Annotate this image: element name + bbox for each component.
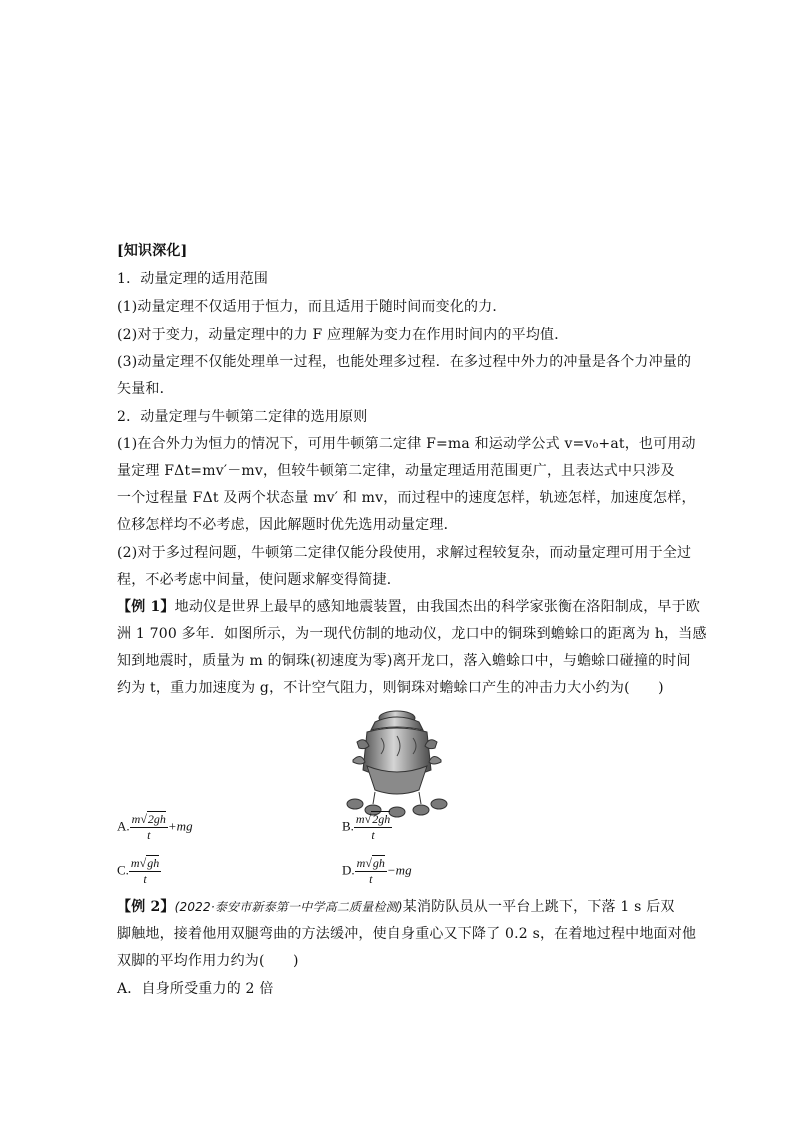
paragraph-2-1-cont1: 量定理 FΔt=mv′－mv，但较牛顿第二定律，动量定理适用范围更广，且表达式中只涉及 xyxy=(117,463,675,479)
option-c-fraction: $\frac{m√gh}{t}$ xyxy=(130,856,160,886)
example2-label: 【例 2】 xyxy=(117,899,175,915)
paragraph-1-2: (2)对于变力，动量定理中的力 F 应理解为变力在作用时间内的平均值． xyxy=(117,327,569,343)
option-a-m: m xyxy=(131,812,141,826)
example2-text-0: 某消防队员从一平台上跳下，下落 1 s 后双 xyxy=(402,899,675,915)
option-a[interactable] xyxy=(117,812,193,843)
option-b-letter: B. xyxy=(342,818,354,834)
section-title: [知识深化] xyxy=(117,243,188,259)
example2-line2: 脚触地，接着他用双腿弯曲的方法缓冲，使自身重心又下降了 0.2 s，在着地过程中地面对他 xyxy=(117,926,697,942)
example1-line2: 洲 1 700 多年．如图所示，为一现代仿制的地动仪，龙口中的铜珠到蟾蜍口的距离为 h，当感 xyxy=(117,626,707,642)
example2-line1 xyxy=(117,898,679,916)
example1-line1 xyxy=(117,598,701,616)
option-b-radicand: 2gh xyxy=(372,812,391,826)
paragraph-2-1: (1)在合外力为恒力的情况下，可用牛顿第二定律 F=ma 和运动学公式 v=v₀+at，也可用动 xyxy=(117,436,696,452)
paragraph-1-3: (3)动量定理不仅能处理单一过程，也能处理多过程．在多过程中外力的冲量是各个力冲量的 xyxy=(117,354,692,370)
example1-label: 【例 1】 xyxy=(117,599,175,615)
example1-text-0: 地动仪是世界上最早的感知地震装置，由我国杰出的科学家张衡在洛阳制成，早于欧 xyxy=(174,599,701,615)
paragraph-2-1-cont2: 一个过程量 FΔt 及两个状态量 mv′ 和 mv，而过程中的速度怎样，轨迹怎样，加速度怎样， xyxy=(117,490,696,506)
option-d-m: m xyxy=(356,856,366,870)
option-b-den: t xyxy=(371,828,375,842)
option-a-tail: +mg xyxy=(167,818,193,834)
option-a-den: t xyxy=(147,828,151,842)
paragraph-2-2-cont: 程，不必考虑中间量，使问题求解变得简捷． xyxy=(117,572,401,588)
example1-line4: 约为 t，重力加速度为 g，不计空气阻力，则铜珠对蟾蜍口产生的冲击力大小约为( ) xyxy=(117,680,664,696)
option-d-letter: D. xyxy=(342,862,355,878)
heading-2: 2．动量定理与牛顿第二定律的选用原则 xyxy=(117,409,368,425)
option-d-tail: −mg xyxy=(386,862,412,878)
option-d[interactable] xyxy=(342,856,412,887)
option-b-fraction: $\frac{m√2gh}{t}$ xyxy=(355,812,391,842)
paragraph-1-3-cont: 矢量和． xyxy=(117,381,174,397)
example2-source: (2022·泰安市新泰第一中学高二质量检测) xyxy=(174,900,403,914)
example2-option-a[interactable]: A．自身所受重力的 2 倍 xyxy=(117,981,274,997)
heading-1: 1．动量定理的适用范围 xyxy=(117,271,269,287)
example2-line3: 双脚的平均作用力约为( ) xyxy=(117,953,299,969)
option-a-fraction: $\frac{m√2gh}{t}$ xyxy=(131,812,166,842)
option-c-m: m xyxy=(130,856,140,870)
paragraph-2-1-cont3: 位移怎样均不必考虑，因此解题时优先选用动量定理． xyxy=(117,517,458,533)
option-a-radicand: 2gh xyxy=(147,812,166,826)
option-b-m: m xyxy=(355,812,365,826)
option-a-letter: A. xyxy=(117,818,130,834)
paragraph-1-1: (1)动量定理不仅适用于恒力，而且适用于随时间而变化的力． xyxy=(117,299,507,315)
option-c-den: t xyxy=(143,872,147,886)
example1-line3: 知到地震时，质量为 m 的铜珠(初速度为零)离开龙口，落入蟾蜍口中，与蟾蜍口碰撞的时间 xyxy=(117,653,691,669)
option-d-radicand: gh xyxy=(372,856,385,870)
option-b[interactable] xyxy=(342,812,392,843)
option-c[interactable] xyxy=(117,856,161,887)
paragraph-2-2: (2)对于多过程问题，牛顿第二定律仅能分段使用，求解过程较复杂，而动量定理可用于全过 xyxy=(117,545,692,561)
seismograph-figure xyxy=(345,708,449,820)
option-c-letter: C. xyxy=(117,862,129,878)
option-c-radicand: gh xyxy=(147,856,160,870)
option-d-fraction: $\frac{m√gh}{t}$ xyxy=(356,856,385,886)
option-d-den: t xyxy=(369,872,373,886)
